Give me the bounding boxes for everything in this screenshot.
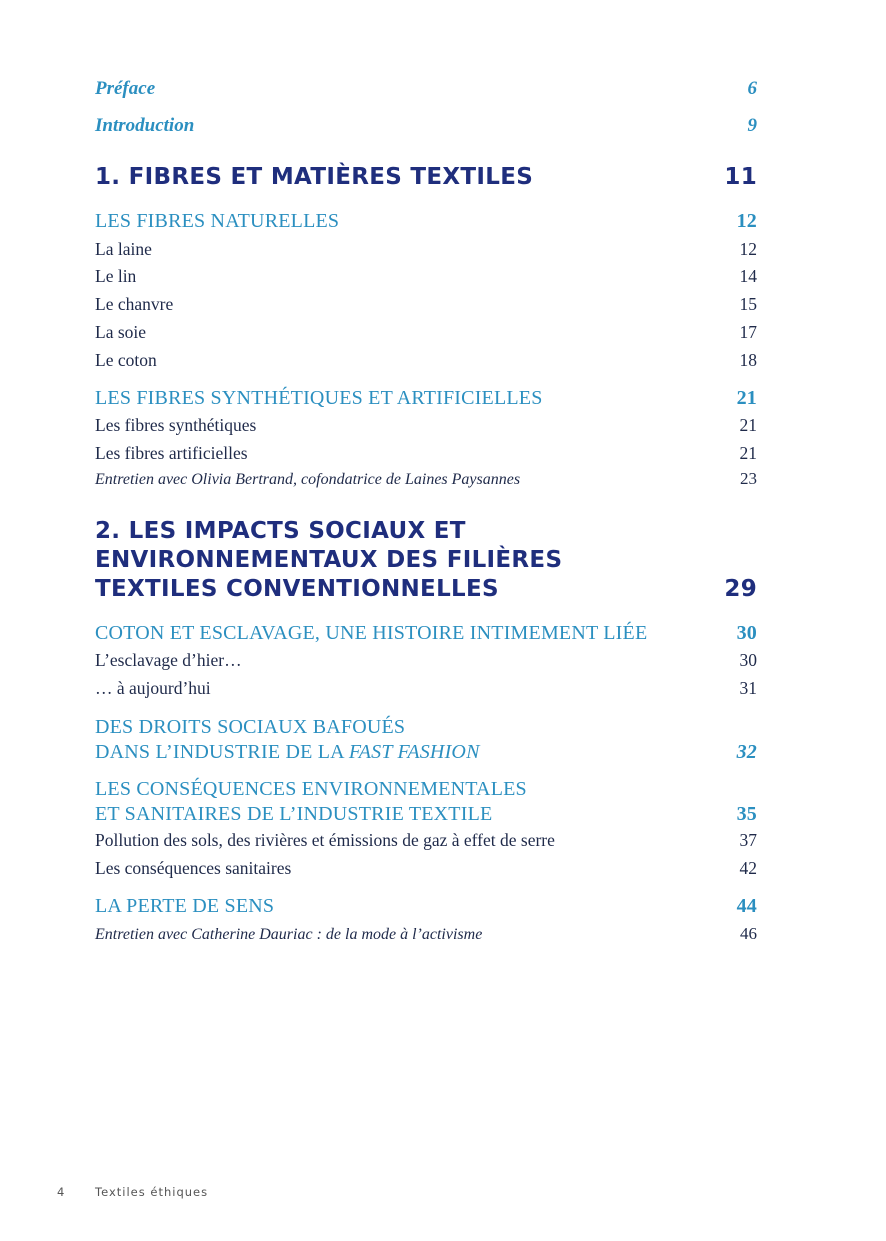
toc-item[interactable] bbox=[95, 650, 757, 671]
item-title: Les fibres synthétiques bbox=[95, 415, 257, 435]
toc-chapter-2[interactable] bbox=[95, 517, 757, 604]
toc-entry-introduction[interactable] bbox=[95, 115, 757, 137]
item-page: 18 bbox=[739, 350, 757, 370]
section-title: LES FIBRES SYNTHÉTIQUES ET ARTIFICIELLES bbox=[95, 387, 543, 409]
toc-entry-preface[interactable] bbox=[95, 78, 757, 100]
toc-interview-olivia-bertrand[interactable] bbox=[95, 469, 757, 489]
section-title-line: LES CONSÉQUENCES ENVIRONNEMENTALES bbox=[95, 778, 527, 800]
section-page: 30 bbox=[736, 622, 757, 644]
section-title-line bbox=[95, 740, 757, 765]
toc-item[interactable] bbox=[95, 322, 757, 343]
item-title: … à aujourd’hui bbox=[95, 678, 211, 698]
section-title-line: DES DROITS SOCIAUX BAFOUÉS bbox=[95, 716, 406, 738]
chapter-title-line: ENVIRONNEMENTAUX DES FILIÈRES bbox=[95, 547, 563, 573]
item-title: Les fibres artificielles bbox=[95, 443, 248, 463]
toc-item[interactable] bbox=[95, 239, 757, 260]
item-title: Le chanvre bbox=[95, 294, 174, 314]
toc-item[interactable] bbox=[95, 266, 757, 287]
toc-section-perte-de-sens[interactable] bbox=[95, 895, 757, 918]
toc-page: 6 bbox=[747, 78, 757, 99]
item-title: La soie bbox=[95, 322, 147, 342]
toc-item[interactable] bbox=[95, 678, 757, 699]
item-title: Pollution des sols, des rivières et émissions de gaz à effet de serre bbox=[95, 830, 555, 850]
item-page: 21 bbox=[739, 443, 757, 463]
chapter-title-line: TEXTILES CONVENTIONNELLES bbox=[95, 576, 499, 602]
item-page: 30 bbox=[739, 650, 757, 670]
toc-chapter-1[interactable] bbox=[95, 164, 757, 190]
item-title: La laine bbox=[95, 239, 152, 259]
item-title: Le lin bbox=[95, 266, 137, 286]
section-title-line: ET SANITAIRES DE L’INDUSTRIE TEXTILE bbox=[95, 803, 493, 825]
item-title: Les conséquences sanitaires bbox=[95, 858, 292, 878]
section-title: COTON ET ESCLAVAGE, UNE HISTOIRE INTIMEMENT LIÉE bbox=[95, 622, 648, 644]
item-page: 17 bbox=[739, 322, 757, 342]
section-title-italic: FAST FASHION bbox=[348, 741, 480, 763]
interview-title: Entretien avec Catherine Dauriac : de la mode à l’activisme bbox=[95, 926, 483, 943]
toc-item[interactable] bbox=[95, 350, 757, 371]
item-title: L’esclavage d’hier… bbox=[95, 650, 242, 670]
toc-title: Introduction bbox=[95, 115, 195, 136]
chapter-page: 29 bbox=[724, 576, 757, 602]
section-title: LES FIBRES NATURELLES bbox=[95, 210, 340, 232]
toc-item[interactable] bbox=[95, 830, 757, 851]
interview-title: Entretien avec Olivia Bertrand, cofondatrice de Laines Paysannes bbox=[95, 471, 521, 488]
item-page: 21 bbox=[739, 415, 757, 435]
toc-page: 9 bbox=[747, 115, 757, 136]
toc-item[interactable] bbox=[95, 415, 757, 436]
toc-title: Préface bbox=[95, 78, 156, 99]
toc-item[interactable] bbox=[95, 294, 757, 315]
toc-interview-catherine-dauriac[interactable] bbox=[95, 924, 757, 944]
item-page: 15 bbox=[739, 294, 757, 314]
page-footer bbox=[57, 1185, 208, 1199]
section-page: 44 bbox=[736, 895, 757, 917]
section-title-prefix: DANS L’INDUSTRIE DE LA bbox=[95, 741, 349, 763]
page-number: 4 bbox=[57, 1185, 66, 1199]
item-page: 42 bbox=[739, 858, 757, 878]
running-title: Textiles éthiques bbox=[95, 1185, 209, 1199]
section-page: 32 bbox=[736, 741, 757, 763]
toc-section-coton-esclavage[interactable] bbox=[95, 622, 757, 645]
toc-section-fibres-naturelles[interactable] bbox=[95, 210, 757, 233]
section-page: 21 bbox=[736, 387, 757, 409]
item-page: 37 bbox=[739, 830, 757, 850]
section-page: 12 bbox=[736, 210, 757, 232]
item-page: 12 bbox=[739, 239, 757, 259]
chapter-page: 11 bbox=[724, 164, 757, 190]
toc-item[interactable] bbox=[95, 858, 757, 879]
chapter-title: 1. FIBRES ET MATIÈRES TEXTILES bbox=[95, 164, 534, 190]
toc-section-consequences-environnementales[interactable] bbox=[95, 777, 757, 827]
toc-section-droits-sociaux[interactable] bbox=[95, 715, 757, 765]
interview-page: 23 bbox=[740, 469, 757, 488]
interview-page: 46 bbox=[740, 924, 757, 943]
toc-section-fibres-synthetiques[interactable] bbox=[95, 387, 757, 410]
item-page: 14 bbox=[739, 266, 757, 286]
item-page: 31 bbox=[739, 678, 757, 698]
toc-item[interactable] bbox=[95, 443, 757, 464]
section-title: LA PERTE DE SENS bbox=[95, 895, 275, 917]
item-title: Le coton bbox=[95, 350, 157, 370]
chapter-title-line: 2. LES IMPACTS SOCIAUX ET bbox=[95, 518, 466, 544]
section-page: 35 bbox=[736, 803, 757, 825]
